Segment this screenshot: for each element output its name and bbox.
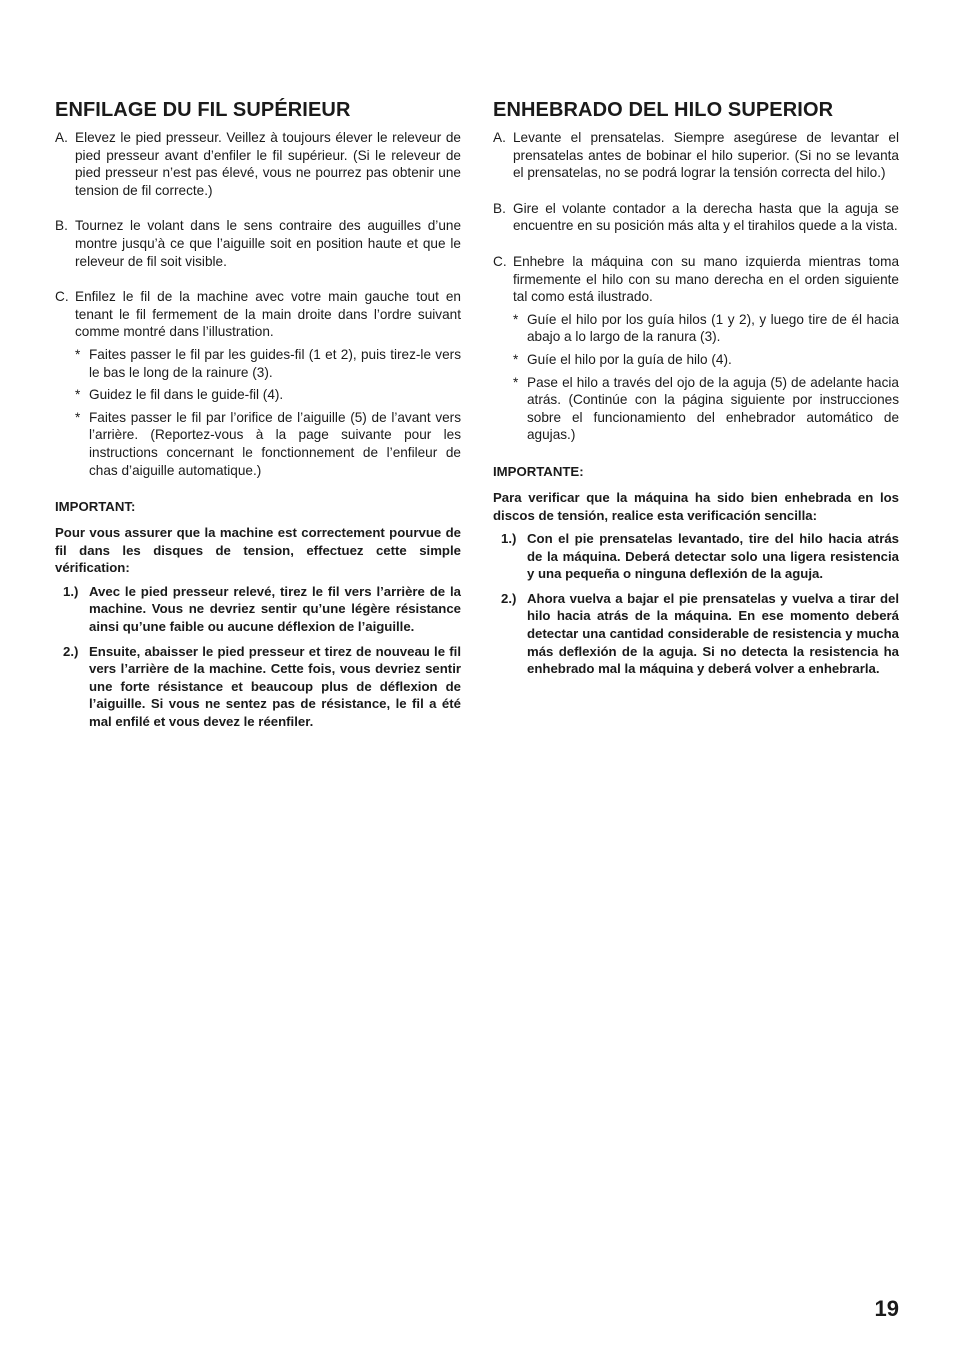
important-heading-fr: IMPORTANT: [55,499,136,515]
step-c-es [493,253,899,306]
bullet-text: Pase el hilo a través del ojo de la aguja (5) de adelante hacia atrás. (Continúe con la página siguiente por instrucciones sobre el funcionamiento del enhebrador automático de agujas.) [527,374,899,443]
step-c-fr [55,288,461,341]
bullet-item [513,351,899,369]
bullet-item [75,346,461,381]
bullet-item [513,311,899,346]
bullet-text: Faites passer le fil par l’orifice de l’aiguille (5) de l’avant vers l’arrière. (Reportez-vous à la page suivante pour les instructions concernant le fonctionnement de l’enfileur de chas d’aiguille automatique.) [89,409,461,478]
section-title-fr: ENFILAGE DU FIL SUPÉRIEUR [55,99,351,121]
step-a-es [493,129,899,182]
check-marker: 2.) [501,590,517,606]
bullet-marker: * [75,387,81,403]
check-item [63,583,461,636]
important-heading-es: IMPORTANTE: [493,463,584,479]
bullet-marker: * [75,409,81,425]
step-text: Elevez le pied presseur. Veillez à toujours élever le releveur de pied presseur avant d’enfiler le fil supérieur. (Si le releveur de pied presseur n’est pas élevé, vous ne pourrez pas obtenir une tension de fil correcte.) [75,130,461,198]
step-marker: B. [493,200,506,216]
bullet-item [75,409,461,479]
step-marker: C. [55,289,69,305]
step-text: Levante el prensatelas. Siempre asegúrese de levantar el prensatelas antes de bobinar el hilo superior. (Si no se levanta el prensatelas, no se podrá lograr la tensión correcta del hilo.) [513,130,899,181]
important-intro-fr: Pour vous assurer que la machine est correctement pourvue de fil dans les disques de tension, effectuez cette simple vérification: [55,525,461,576]
check-marker: 1.) [501,531,517,547]
bullet-text: Guidez le fil dans le guide-fil (4). [89,387,284,403]
step-marker: B. [55,218,68,234]
step-a-fr [55,129,461,199]
bullet-marker: * [513,351,519,367]
check-marker: 1.) [63,583,79,599]
bullet-text: Faites passer le fil par les guides-fil (1 et 2), puis tirez-le vers le bas le long de la rainure (3). [89,346,461,380]
step-marker: C. [493,253,507,269]
step-marker: A. [55,130,68,145]
step-text: Gire el volante contador a la derecha hasta que la aguja se encuentre en su posición más alta y el tirahilos quede a la vista. [513,200,899,234]
check-text: Con el pie prensatelas levantado, tire del hilo hacia atrás de la máquina. Deberá detectar solo una ligera resistencia y una pequeña o ninguna deflexión de la aguja. [527,531,899,582]
bullet-marker: * [75,346,81,362]
bullet-marker: * [513,311,519,327]
bullet-item [513,374,899,444]
check-text: Ahora vuelva a bajar el pie prensatelas y vuelva a tirar del hilo hacia atrás de la máquina. En ese momento deberá detectar una cantidad considerable de resistencia y mucha más deflexión de la aguja. Si no detecta la resistencia ha enhebrado mal la máquina y deberá volver a enhebrarla. [527,590,899,677]
important-intro-es: Para verificar que la máquina ha sido bien enhebrada en los discos de tensión, realice esta verificación sencilla: [493,489,899,523]
check-item [501,590,899,678]
bullet-item [75,386,461,404]
step-text: Enfilez le fil de la machine avec votre main gauche tout en tenant le fil fermement de la main droite dans l’ordre suivant comme montré dans l’illustration. [75,289,461,340]
step-marker: A. [493,130,506,145]
check-text: Avec le pied presseur relevé, tirez le fil vers l’arrière de la machine. Vous ne devriez sentir qu’une légère résistance ainsi qu’une faible ou aucune déflexion de l’aiguille. [89,583,461,635]
spanish-column [493,97,899,685]
check-item [63,643,461,731]
bullet-text: Guíe el hilo por la guía de hilo (4). [527,351,732,367]
check-text: Ensuite, abaisser le pied presseur et tirez de nouveau le fil vers l’arrière de la machine. Cette fois, vous devriez sentir une forte résistance et beaucoup plus de déflexion de l’aiguille. Si vous ne sentez pas de résistance, le fil a été mal enfilé et vous devez le réenfiler. [89,643,461,730]
step-text: Enhebre la máquina con su mano izquierda mientras toma firmemente el hilo con su mano derecha en el orden siguiente tal como está ilustrado. [513,253,899,305]
check-marker: 2.) [63,643,79,659]
step-b-fr [55,217,461,270]
french-column [55,97,461,738]
bullet-text: Guíe el hilo por los guía hilos (1 y 2), y luego tire de él hacia abajo a lo largo de la ranura (3). [527,311,899,345]
check-item [501,530,899,583]
step-b-es [493,200,899,235]
section-title-es: ENHEBRADO DEL HILO SUPERIOR [493,99,834,121]
bullet-marker: * [513,374,519,390]
step-text: Tournez le volant dans le sens contraire des auguilles d’une montre jusqu’à ce que l’aiguille soit en position haute et que le releveur de fil soit visible. [75,218,461,269]
page-number: 19 [874,1296,899,1321]
